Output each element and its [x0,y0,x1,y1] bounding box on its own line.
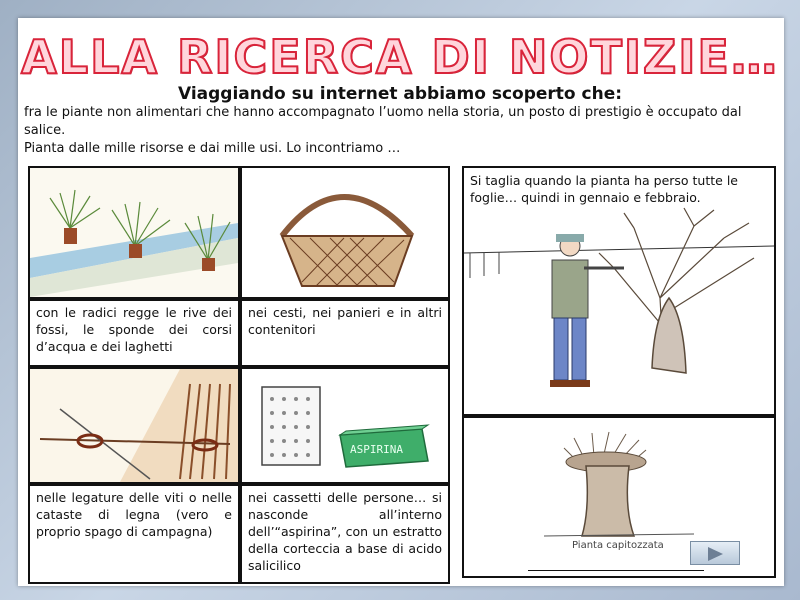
pruning-panel [462,166,776,416]
pruning-caption: Si taglia quando la pianta ha perso tutte le foglie… quindi in gennaio e febbraio. [470,173,738,205]
pollarded-tree-label: Pianta capitozzata [572,540,664,551]
aspirin-drawing-panel [240,367,450,484]
bound-sticks-drawing [30,369,238,482]
riverbank-drawing [30,168,238,297]
page-title: ALLA RICERCA DI NOTIZIE… [21,30,779,84]
bindings-caption: nelle legature delle viti o nelle cataste di legna (vero e proprio spago di campagna) [28,484,240,584]
roots-drawing-panel [28,166,240,299]
aspirin-drawing [242,369,448,482]
basket-drawing-panel [240,166,450,299]
pruning-drawing [464,168,774,414]
aspirin-box-label: ASPIRINA [350,443,403,456]
drawers-caption: nei cassetti delle persone… si nasconde all’interno dell’“aspirina”, con un estratto della corteccia a base di acido salicilico [240,484,450,584]
intro-line-2: Pianta dalle mille risorse e dai mille usi. Lo incontriamo … [24,141,401,156]
roots-caption: con le radici regge le rive dei fossi, le sponde dei corsi d’acqua e dei laghetti [28,299,240,367]
bindings-drawing-panel [28,367,240,484]
play-arrow-icon [708,547,723,561]
basket-drawing [242,168,448,297]
page-subtitle: Viaggiando su internet abbiamo scoperto che: [177,84,623,104]
baskets-caption: nei cesti, nei panieri e in altri contenitori [240,299,450,367]
underline [528,570,704,571]
next-button[interactable] [690,541,740,565]
intro-text [24,104,784,158]
intro-line-1: fra le piante non alimentari che hanno accompagnato l’uomo nella storia, un posto di prestigio è occupato dal salice. [24,105,742,138]
